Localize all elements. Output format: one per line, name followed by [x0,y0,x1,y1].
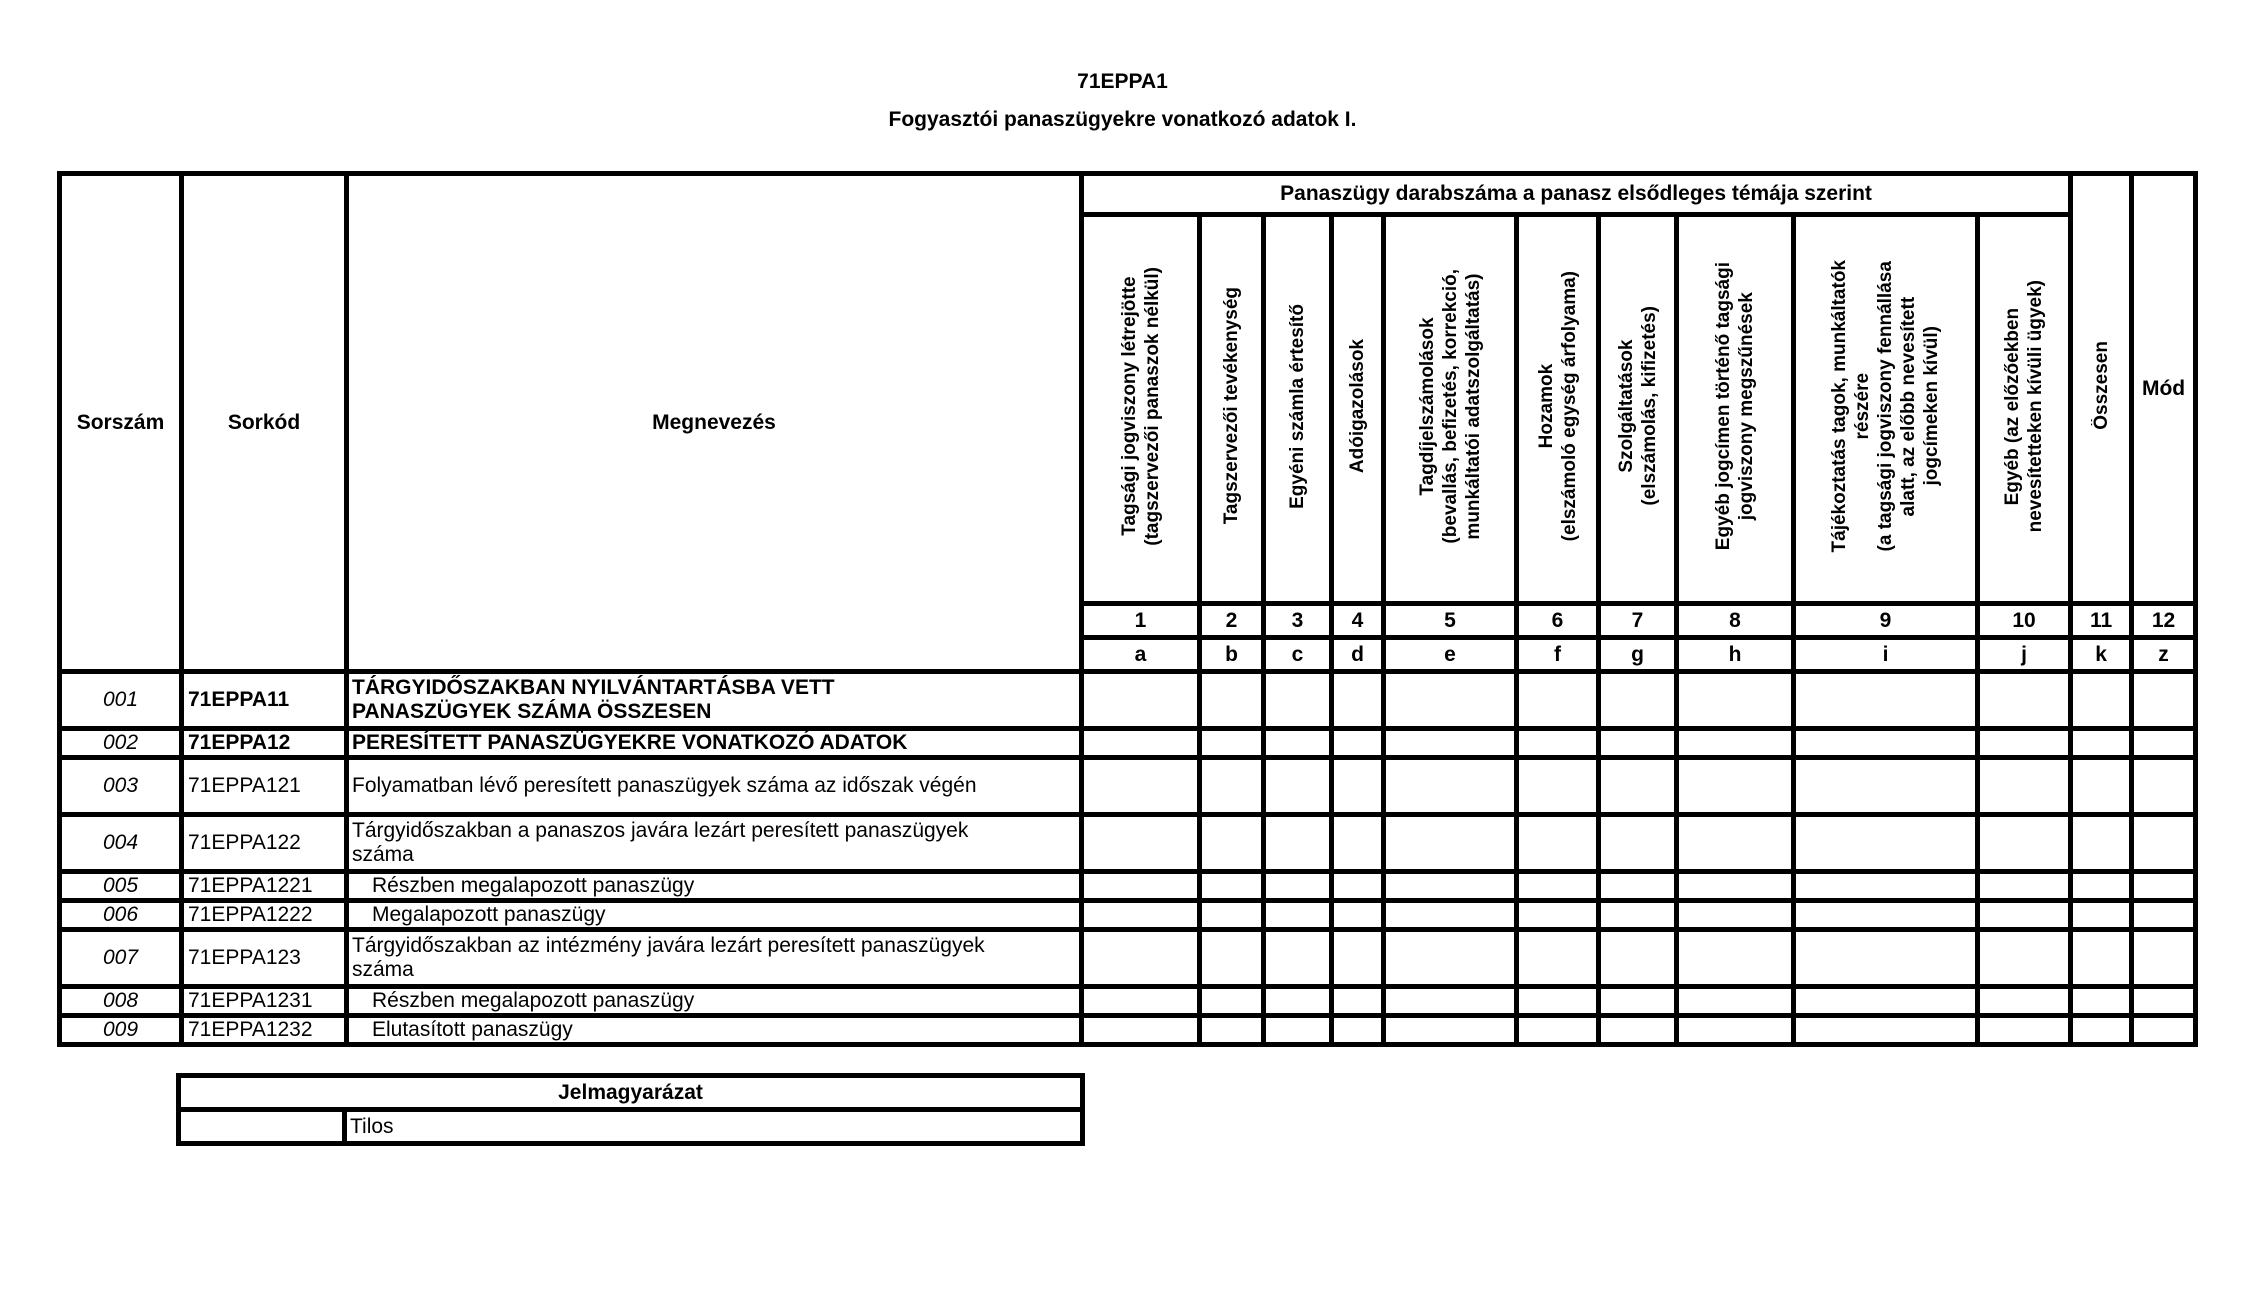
legend-entry: Tilos [345,1110,1083,1144]
row-code: 71EPPA1222 [182,901,347,930]
row-number: 008 [60,987,182,1016]
topic-header: Tagdíjelszámolások (bevallás, befizetés, korrekció, munkáltatói adatszolgáltatás) [1384,215,1517,604]
column-number: 9 [1794,604,1978,638]
column-letter: a [1082,638,1200,672]
data-cell[interactable] [1677,872,1794,901]
row-number: 004 [60,815,182,872]
data-cell[interactable] [1517,815,1599,872]
data-cell[interactable] [1677,901,1794,930]
data-cell[interactable] [2071,872,2132,901]
data-cell[interactable] [1599,987,1677,1016]
data-cell[interactable] [1264,672,1332,729]
data-cell[interactable] [2071,1016,2132,1045]
row-number: 006 [60,901,182,930]
row-number: 001 [60,672,182,729]
data-cell[interactable] [1082,758,1200,815]
table-row [60,987,2196,1016]
sorszam-header: Sorszám [60,174,182,672]
data-cell[interactable] [1978,758,2071,815]
data-cell[interactable] [2132,987,2196,1016]
data-cell[interactable] [2132,815,2196,872]
row-number: 002 [60,729,182,758]
column-letter: c [1264,638,1332,672]
column-number: 2 [1200,604,1264,638]
column-letter: i [1794,638,1978,672]
data-cell[interactable] [1599,930,1677,987]
data-cell[interactable] [1794,930,1978,987]
data-cell[interactable] [1599,901,1677,930]
data-cell[interactable] [1332,758,1384,815]
data-cell[interactable] [2132,758,2196,815]
data-cell[interactable] [1332,987,1384,1016]
data-cell[interactable] [1599,815,1677,872]
data-cell[interactable] [1978,729,2071,758]
data-cell[interactable] [2132,672,2196,729]
data-cell[interactable] [1794,729,1978,758]
topic-header: Tagszervezői tevékenység [1200,215,1264,604]
data-cell[interactable] [1332,815,1384,872]
data-cell[interactable] [2071,901,2132,930]
data-cell[interactable] [1677,729,1794,758]
row-code: 71EPPA1232 [182,1016,347,1045]
data-cell[interactable] [2071,930,2132,987]
data-cell[interactable] [2132,930,2196,987]
osszesen-header: Összesen [2071,174,2132,604]
data-cell[interactable] [1200,1016,1264,1045]
row-name: TÁRGYIDŐSZAKBAN NYILVÁNTARTÁSBA VETT PANASZÜGYEK SZÁMA ÖSSZESEN [347,672,1082,729]
data-table [57,171,2198,1047]
data-cell[interactable] [1200,872,1264,901]
row-code: 71EPPA12 [182,729,347,758]
data-cell[interactable] [1794,758,1978,815]
column-letter: b [1200,638,1264,672]
data-cell[interactable] [1384,872,1517,901]
data-cell[interactable] [1794,901,1978,930]
data-cell[interactable] [1599,672,1677,729]
column-number: 5 [1384,604,1517,638]
data-cell[interactable] [2071,758,2132,815]
data-cell[interactable] [1264,729,1332,758]
data-cell[interactable] [1332,930,1384,987]
data-cell[interactable] [1794,987,1978,1016]
data-cell[interactable] [1082,729,1200,758]
table-row [60,729,2196,758]
row-name: Tárgyidőszakban a panaszos javára lezárt peresített panaszügyek száma [347,815,1082,872]
data-cell[interactable] [1794,815,1978,872]
column-number: 1 [1082,604,1200,638]
data-cell[interactable] [1517,1016,1599,1045]
topic-header: Hozamok (elszámoló egység árfolyama) [1517,215,1599,604]
data-cell[interactable] [1599,729,1677,758]
column-number: 3 [1264,604,1332,638]
data-cell[interactable] [1978,901,2071,930]
data-cell[interactable] [1794,672,1978,729]
column-letter: k [2071,638,2132,672]
data-cell[interactable] [1677,672,1794,729]
data-cell[interactable] [1264,930,1332,987]
row-code: 71EPPA1221 [182,872,347,901]
row-code: 71EPPA1231 [182,987,347,1016]
data-cell[interactable] [1599,758,1677,815]
data-cell[interactable] [1332,1016,1384,1045]
legend-title: Jelmagyarázat [179,1076,1083,1110]
column-number: 11 [2071,604,2132,638]
data-cell[interactable] [1978,872,2071,901]
data-cell[interactable] [1677,758,1794,815]
data-cell[interactable] [1517,758,1599,815]
row-name: Részben megalapozott panaszügy [347,987,1082,1016]
data-cell[interactable] [2071,815,2132,872]
data-cell[interactable] [1517,672,1599,729]
table-row [60,758,2196,815]
table-row [60,815,2196,872]
row-code: 71EPPA11 [182,672,347,729]
row-code: 71EPPA122 [182,815,347,872]
data-cell[interactable] [1264,872,1332,901]
data-cell[interactable] [1677,930,1794,987]
data-cell[interactable] [1082,987,1200,1016]
topic-header: Szolgáltatások (elszámolás, kifizetés) [1599,215,1677,604]
data-cell[interactable] [1384,1016,1517,1045]
data-cell[interactable] [2132,901,2196,930]
row-code: 71EPPA121 [182,758,347,815]
row-number: 003 [60,758,182,815]
data-cell[interactable] [1384,758,1517,815]
data-cell[interactable] [1978,987,2071,1016]
data-cell[interactable] [1332,729,1384,758]
column-number: 8 [1677,604,1794,638]
data-cell[interactable] [1200,930,1264,987]
row-number: 007 [60,930,182,987]
topic-header: Egyéb (az előzőekben nevesítetteken kívüli ügyek) [1978,215,2071,604]
row-number: 005 [60,872,182,901]
data-cell[interactable] [1384,987,1517,1016]
column-letter: f [1517,638,1599,672]
data-cell[interactable] [1332,872,1384,901]
data-cell[interactable] [1082,1016,1200,1045]
data-cell[interactable] [1677,987,1794,1016]
data-cell[interactable] [1264,1016,1332,1045]
data-cell[interactable] [1200,987,1264,1016]
column-number: 4 [1332,604,1384,638]
data-cell[interactable] [1517,729,1599,758]
data-cell[interactable] [1200,672,1264,729]
row-code: 71EPPA123 [182,930,347,987]
topic-header: Egyéb jogcímen történő tagsági jogviszony megszűnések [1677,215,1794,604]
column-letter: g [1599,638,1677,672]
data-cell[interactable] [2071,672,2132,729]
data-cell[interactable] [1200,901,1264,930]
data-cell[interactable] [1978,930,2071,987]
data-cell[interactable] [1384,901,1517,930]
legend-swatch [179,1110,345,1144]
table-row [60,901,2196,930]
legend-table [176,1073,1085,1146]
data-cell[interactable] [1332,901,1384,930]
data-cell[interactable] [1082,901,1200,930]
topic-header: Adóigazolások [1332,215,1384,604]
data-cell[interactable] [1794,872,1978,901]
data-cell[interactable] [1599,872,1677,901]
data-cell[interactable] [1978,815,2071,872]
data-cell[interactable] [2132,872,2196,901]
data-cell[interactable] [1384,729,1517,758]
data-cell[interactable] [1599,1016,1677,1045]
column-letter: h [1677,638,1794,672]
row-name: Elutasított panaszügy [347,1016,1082,1045]
data-cell[interactable] [1264,758,1332,815]
data-cell[interactable] [1677,1016,1794,1045]
data-cell[interactable] [2132,729,2196,758]
table-row [60,930,2196,987]
data-cell[interactable] [1264,815,1332,872]
data-cell[interactable] [1517,872,1599,901]
data-cell[interactable] [1264,901,1332,930]
row-name: PERESÍTETT PANASZÜGYEKRE VONATKOZÓ ADATOK [347,729,1082,758]
data-cell[interactable] [1978,672,2071,729]
mod-header: Mód [2132,174,2196,604]
data-cell[interactable] [1384,930,1517,987]
column-letter: z [2132,638,2196,672]
table-row [60,872,2196,901]
data-cell[interactable] [1082,930,1200,987]
table-row [60,1016,2196,1045]
data-cell[interactable] [2071,729,2132,758]
data-cell[interactable] [2132,1016,2196,1045]
form-code-title: 71EPPA1 [1077,70,1168,93]
data-cell[interactable] [1384,672,1517,729]
row-name: Megalapozott panaszügy [347,901,1082,930]
row-name: Tárgyidőszakban az intézmény javára lezárt peresített panaszügyek száma [347,930,1082,987]
data-cell[interactable] [1677,815,1794,872]
row-name: Részben megalapozott panaszügy [347,872,1082,901]
data-cell[interactable] [1082,872,1200,901]
topic-header: Egyéni számla értesítő [1264,215,1332,604]
column-letter: j [1978,638,2071,672]
data-cell[interactable] [1332,672,1384,729]
column-number: 6 [1517,604,1599,638]
data-cell[interactable] [1200,758,1264,815]
topic-header: Tájékoztatás tagok, munkáltatók részére (a tagsági jogviszony fennállása alatt, az előbb nevesített jogcímeken kívül) [1794,215,1978,604]
data-cell[interactable] [2071,987,2132,1016]
form-title: Fogyasztói panaszügyekre vonatkozó adatok I. [888,108,1357,131]
data-cell[interactable] [1200,815,1264,872]
table-row [60,672,2196,729]
sorkod-header: Sorkód [182,174,347,672]
row-number: 009 [60,1016,182,1045]
data-cell[interactable] [1517,987,1599,1016]
data-cell[interactable] [1082,672,1200,729]
topic-header: Tagsági jogviszony létrejötte (tagszervezői panaszok nélkül) [1082,215,1200,604]
data-cell[interactable] [1978,1016,2071,1045]
megnevezes-header: Megnevezés [347,174,1082,672]
data-cell[interactable] [1794,1016,1978,1045]
column-number: 12 [2132,604,2196,638]
data-cell[interactable] [1517,930,1599,987]
data-cell[interactable] [1082,815,1200,872]
group-header: Panaszügy darabszáma a panasz elsődleges témája szerint [1082,174,2071,215]
data-cell[interactable] [1517,901,1599,930]
row-name: Folyamatban lévő peresített panaszügyek száma az időszak végén [347,758,1082,815]
column-number: 7 [1599,604,1677,638]
column-letter: e [1384,638,1517,672]
data-cell[interactable] [1264,987,1332,1016]
data-cell[interactable] [1384,815,1517,872]
data-cell[interactable] [1200,729,1264,758]
column-number: 10 [1978,604,2071,638]
column-letter: d [1332,638,1384,672]
